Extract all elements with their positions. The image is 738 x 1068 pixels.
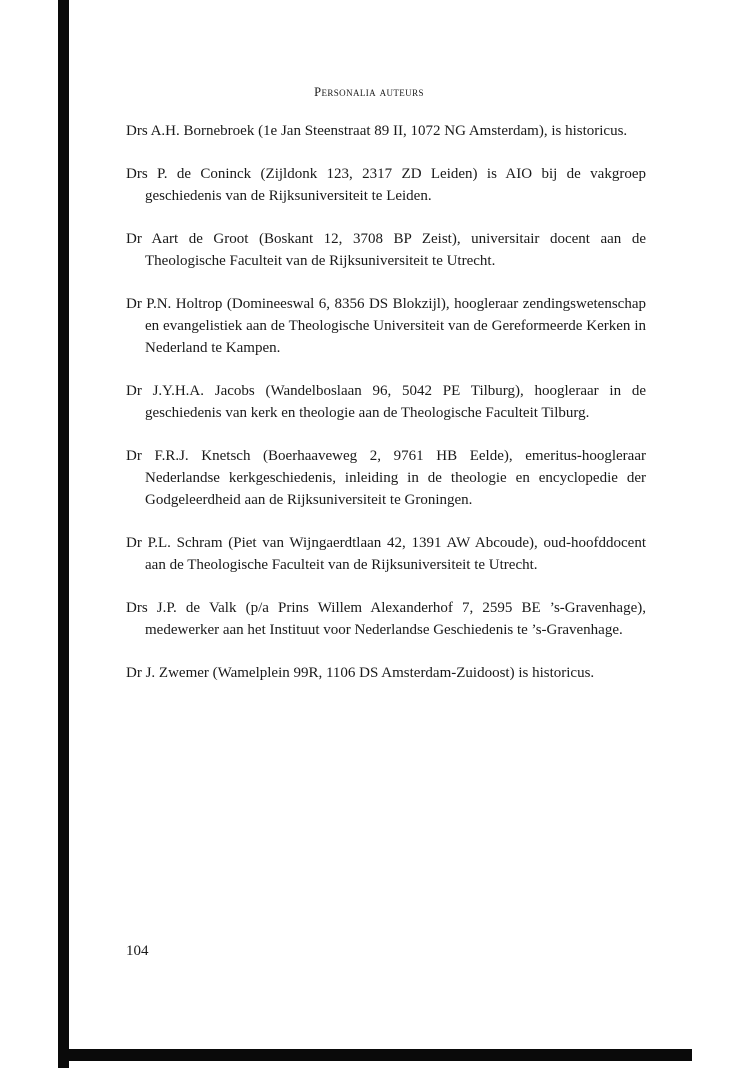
- scan-border-left: [58, 0, 69, 1068]
- page-title: Personalia auteurs: [314, 85, 424, 99]
- scan-border-bottom: [58, 1049, 692, 1061]
- author-entry: Drs J.P. de Valk (p/a Prins Willem Alexanderhof 7, 2595 BE ’s-Gravenhage), medewerker aan het Instituut voor Nederlandse Geschiedenis te ’s-Gravenhage.: [126, 600, 646, 638]
- author-entry: Dr J. Zwemer (Wamelplein 99R, 1106 DS Amsterdam-Zuidoost) is historicus.: [126, 665, 595, 681]
- page-number: 104: [126, 943, 149, 959]
- author-list: [126, 120, 646, 705]
- author-entry: Dr F.R.J. Knetsch (Boerhaaveweg 2, 9761 HB Eelde), emeritus-hoogleraar Nederlandse kerkgeschiedenis, inleiding in de theologie en encyclopedie der Godgeleerdheid aan de Rijksuniversiteit te Groningen.: [126, 448, 646, 508]
- author-entry: Dr Aart de Groot (Boskant 12, 3708 BP Zeist), universitair docent aan de Theologische Faculteit van de Rijksuniversiteit te Utrecht.: [126, 231, 646, 269]
- author-entry: Drs P. de Coninck (Zijldonk 123, 2317 ZD Leiden) is AIO bij de vakgroep geschiedenis van de Rijksuniversiteit te Leiden.: [126, 166, 646, 204]
- author-entry: Dr P.L. Schram (Piet van Wijngaerdtlaan 42, 1391 AW Abcoude), oud-hoofddocent aan de Theologische Faculteit van de Rijksuniversiteit te Utrecht.: [126, 535, 646, 573]
- author-entry: Dr P.N. Holtrop (Domineeswal 6, 8356 DS Blokzijl), hoogleraar zendingswetenschap en evangelistiek aan de Theologische Universiteit van de Gereformeerde Kerken in Nederland te Kampen.: [126, 296, 646, 356]
- author-entry: Drs A.H. Bornebroek (1e Jan Steenstraat 89 II, 1072 NG Amsterdam), is historicus.: [126, 123, 628, 139]
- author-entry: Dr J.Y.H.A. Jacobs (Wandelboslaan 96, 5042 PE Tilburg), hoogleraar in de geschiedenis van kerk en theologie aan de Theologische Faculteit Tilburg.: [126, 383, 646, 421]
